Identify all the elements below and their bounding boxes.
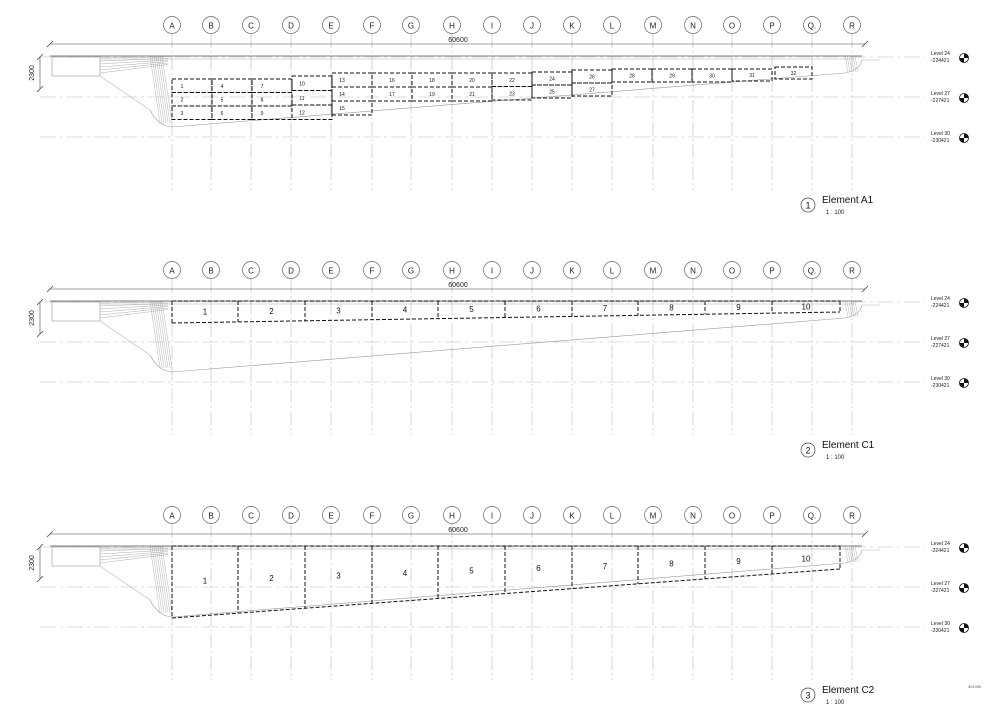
grid-label: A [169, 21, 175, 31]
grid-label: G [407, 21, 415, 31]
panel-label: 8 [669, 303, 674, 313]
grid-label: R [849, 21, 855, 31]
level-elevation: -230421 [931, 628, 950, 634]
level-marker-fill [964, 339, 969, 344]
anchor-line [162, 56, 172, 123]
view-number: 1 [805, 200, 811, 211]
level-marker-fill [964, 584, 969, 589]
panel-label: 10 [801, 302, 811, 312]
grid-label: L [609, 266, 615, 276]
panel-label: 24 [549, 76, 555, 83]
grid-label: E [328, 266, 334, 276]
grid-label: H [449, 511, 455, 521]
panel-label: 6 [536, 304, 541, 314]
panel-outline [292, 105, 332, 120]
panel-label: 30 [709, 73, 715, 80]
panel-label: 29 [669, 73, 675, 80]
grid-label: P [769, 21, 775, 31]
dimension-vertical: 2300 [29, 555, 36, 571]
view-title: Element C1 [822, 440, 875, 451]
grid-label: G [407, 511, 415, 521]
grid-label: G [407, 266, 415, 276]
grid-label: B [208, 266, 214, 276]
panel-label: 10 [299, 81, 305, 88]
elevation-view-3 [29, 507, 969, 707]
panel-outline [252, 79, 292, 93]
grid-label: E [328, 21, 334, 31]
level-elevation: -227421 [931, 343, 950, 349]
anchor-line [154, 56, 164, 123]
panel-outline [212, 79, 252, 93]
anchor-line [156, 301, 166, 368]
anchor-line [158, 301, 168, 368]
level-marker-fill [960, 383, 965, 388]
panel-label: 32 [790, 71, 797, 77]
level-marker-fill [964, 54, 969, 59]
level-marker-fill [960, 303, 965, 308]
panel-label: 14 [339, 92, 345, 98]
level-name: Level 30 [931, 376, 950, 382]
grid-label: Q. [807, 511, 817, 521]
corner-stamp: 401930 [968, 684, 982, 689]
level-marker-fill [964, 134, 969, 139]
grid-label: F [369, 21, 375, 31]
view-scale: 1 : 100 [826, 455, 845, 461]
level-marker-fill [960, 628, 965, 633]
level-elevation: -227421 [931, 98, 950, 104]
grid-label: J [530, 511, 534, 521]
panel-outline [172, 79, 212, 93]
elevation-view-2 [29, 262, 969, 462]
grid-label: I [490, 511, 494, 521]
panel-label: 26 [589, 74, 595, 81]
anchor-line [158, 546, 168, 613]
panel-label: 13 [339, 78, 345, 84]
grid-label: J [530, 21, 534, 31]
view-number: 2 [805, 445, 811, 456]
level-marker-fill [964, 94, 969, 99]
grid-label: F [369, 266, 375, 276]
level-name: Level 24 [931, 296, 950, 302]
panel-label: 3 [180, 110, 184, 117]
grid-label: A [169, 266, 175, 276]
level-name: Level 24 [931, 541, 950, 547]
panel-label: 2 [269, 306, 274, 316]
dimension-overall: 60600 [448, 37, 468, 44]
panel-label: 3 [336, 571, 341, 581]
grid-label: D [288, 266, 294, 276]
grid-label: R [849, 266, 855, 276]
panel-label: 19 [429, 92, 435, 98]
level-elevation: -227421 [931, 588, 950, 594]
panel-label: 20 [469, 78, 475, 84]
abutment-block [52, 57, 100, 76]
level-name: Level 27 [931, 581, 950, 587]
panel-outline [252, 106, 292, 120]
panel-outline [212, 106, 252, 120]
panel-label: 12 [299, 110, 305, 117]
panel-label: 7 [260, 83, 264, 90]
grid-label: E [328, 511, 334, 521]
view-scale: 1 : 100 [826, 700, 845, 706]
panel-label: 2 [180, 97, 184, 104]
level-marker-fill [960, 58, 965, 63]
panel-label: 4 [402, 305, 408, 315]
grid-label: R [849, 511, 855, 521]
grid-label: N [690, 21, 696, 31]
panel-label: 25 [549, 89, 555, 96]
grid-label: I [490, 21, 494, 31]
anchor-line [154, 546, 164, 613]
level-marker-fill [964, 299, 969, 304]
panel-outline [172, 93, 212, 107]
level-name: Level 30 [931, 131, 950, 137]
girder-soffit [150, 60, 862, 127]
anchor-line [156, 546, 166, 613]
level-marker-fill [964, 544, 969, 549]
panel-label: 7 [602, 561, 608, 571]
panel-label: 15 [339, 106, 345, 112]
anchor-line [158, 56, 168, 123]
panel-label: 1 [180, 83, 184, 90]
panel-label: 1 [202, 576, 208, 586]
panel-outline [332, 87, 372, 101]
level-marker-fill [960, 138, 965, 143]
grid-label: I [490, 266, 494, 276]
girder-soffit [150, 550, 862, 617]
grid-label: J [530, 266, 534, 276]
panel-label: 23 [509, 91, 515, 98]
level-name: Level 30 [931, 621, 950, 627]
panel-label: 5 [469, 566, 474, 576]
grid-label: C [248, 266, 254, 276]
panel-label: 9 [260, 110, 264, 117]
panel-label: 8 [260, 97, 264, 104]
panel-outline [252, 93, 292, 107]
panel-outline [212, 93, 252, 107]
grid-label: F [369, 511, 375, 521]
panel-outline [292, 91, 332, 106]
anchor-line [162, 546, 172, 613]
grid-label: O [728, 21, 736, 31]
panel-label: 3 [336, 306, 341, 316]
level-elevation: -224421 [931, 548, 950, 554]
level-elevation: -230421 [931, 138, 950, 144]
grid-label: O [728, 266, 736, 276]
level-marker-fill [964, 379, 969, 384]
dimension-overall: 60600 [448, 282, 468, 289]
panel-label: 22 [509, 77, 515, 84]
level-name: Level 27 [931, 336, 950, 342]
panel-label: 31 [749, 73, 755, 79]
anchor-line [162, 301, 172, 368]
grid-label: K [569, 266, 575, 276]
panel-label: 18 [429, 78, 435, 84]
level-elevation: -224421 [931, 58, 950, 64]
panel-label: 6 [220, 110, 224, 117]
level-marker-fill [960, 98, 965, 103]
level-marker-fill [964, 624, 969, 629]
abutment-block [52, 302, 100, 321]
grid-label: P [769, 266, 775, 276]
elevation-view-1 [29, 17, 969, 217]
panel-label: 4 [220, 83, 224, 90]
panel-outline [172, 106, 212, 120]
panel-outline [292, 76, 332, 91]
panel-label: 4 [402, 569, 408, 579]
panel-label: 11 [299, 95, 305, 102]
grid-label: C [248, 21, 254, 31]
grid-label: M [649, 266, 657, 276]
soffit-line [100, 566, 150, 600]
panel-label: 6 [536, 564, 541, 574]
grid-label: C [248, 511, 254, 521]
grid-label: B [208, 511, 214, 521]
level-name: Level 24 [931, 51, 950, 57]
panel-label: 28 [629, 73, 635, 80]
anchor-line [160, 546, 170, 613]
grid-label: L [609, 21, 615, 31]
panel-label: 5 [469, 305, 474, 315]
soffit-line [100, 76, 150, 110]
panel-label: 10 [801, 554, 811, 564]
grid-label: N [690, 266, 696, 276]
grid-label: K [569, 21, 575, 31]
panel-label: 17 [389, 92, 395, 98]
dimension-overall: 60600 [448, 527, 468, 534]
anchor-line [160, 56, 170, 123]
grid-label: D [288, 511, 294, 521]
level-name: Level 27 [931, 91, 950, 97]
panel-label: 7 [602, 304, 608, 314]
panel-label: 9 [736, 303, 741, 313]
grid-label: N [690, 511, 696, 521]
grid-label: O [728, 511, 736, 521]
grid-label: M [649, 511, 657, 521]
grid-label: H [449, 266, 455, 276]
grid-label: A [169, 511, 175, 521]
panel-outline [332, 101, 372, 115]
abutment-block [52, 547, 100, 566]
panel-outline [332, 73, 372, 87]
anchor-line [160, 301, 170, 368]
grid-label: H [449, 21, 455, 31]
panel-label: 8 [669, 559, 674, 569]
dimension-vertical: 2300 [29, 310, 36, 326]
anchor-line [154, 301, 164, 368]
dimension-vertical: 2300 [29, 65, 36, 81]
soffit-line [100, 321, 150, 355]
level-marker-fill [960, 548, 965, 553]
level-elevation: -230421 [931, 383, 950, 389]
view-title: Element A1 [822, 195, 874, 206]
girder-soffit [150, 305, 862, 372]
view-title: Element C2 [822, 685, 875, 696]
grid-label: L [609, 511, 615, 521]
anchor-line [156, 56, 166, 123]
panel-label: 9 [736, 556, 741, 566]
panel-label: 1 [202, 307, 208, 317]
level-marker-fill [960, 588, 965, 593]
panel-label: 21 [469, 92, 475, 98]
grid-label: K [569, 511, 575, 521]
panel-label: 2 [269, 574, 274, 584]
panel-label: 27 [589, 87, 595, 94]
view-number: 3 [805, 690, 811, 701]
level-marker-fill [960, 343, 965, 348]
grid-label: B [208, 21, 214, 31]
panel-label: 5 [220, 97, 224, 104]
grid-label: Q. [807, 266, 817, 276]
grid-label: Q. [807, 21, 817, 31]
grid-label: D [288, 21, 294, 31]
level-elevation: -224421 [931, 303, 950, 309]
grid-label: M [649, 21, 657, 31]
grid-label: P [769, 511, 775, 521]
panel-label: 16 [389, 78, 395, 84]
view-scale: 1 : 100 [826, 210, 845, 216]
